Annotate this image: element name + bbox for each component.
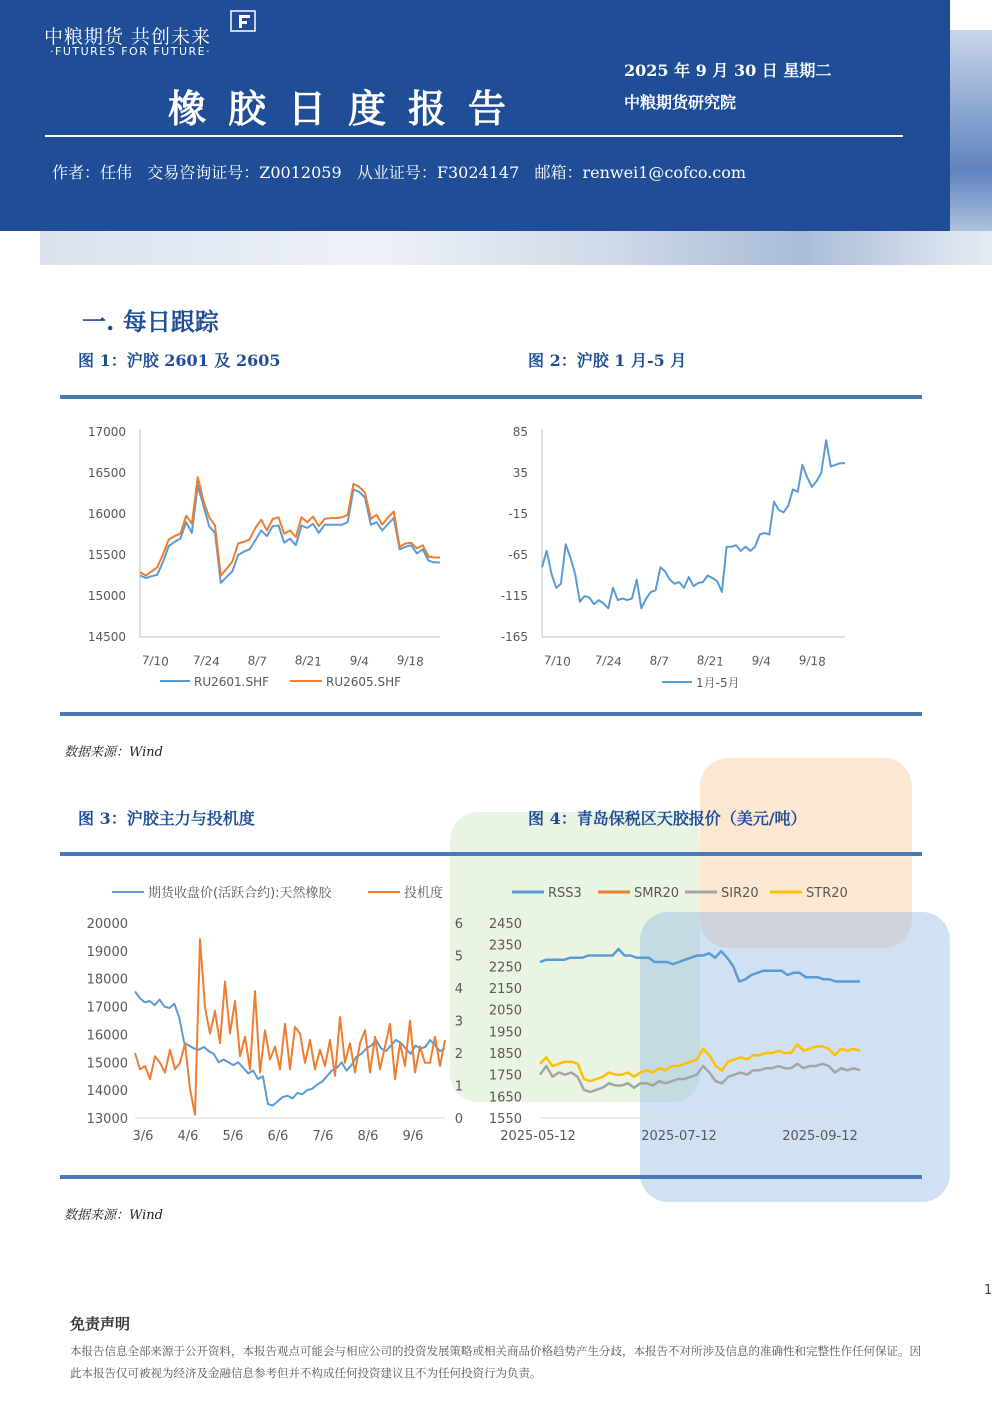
y-tick-label: 2450 bbox=[488, 917, 522, 932]
y-tick-label: 16500 bbox=[87, 466, 126, 480]
series-str20-line bbox=[540, 1044, 860, 1081]
x-tick-label: 7/24 bbox=[192, 653, 221, 669]
y-right-tick-label: 5 bbox=[454, 949, 463, 965]
y-tick-label: 14500 bbox=[87, 630, 126, 644]
y-right-tick-label: 6 bbox=[454, 917, 463, 932]
data-source-2: 数据来源：Wind bbox=[64, 1208, 163, 1223]
y-right-tick-label: 2 bbox=[454, 1047, 463, 1062]
y-left-tick-label: 15000 bbox=[86, 1056, 128, 1072]
x-tick-label: 7/6 bbox=[312, 1129, 334, 1144]
legend-smr20-label: SMR20 bbox=[634, 886, 680, 901]
y-left-tick-label: 14000 bbox=[86, 1084, 128, 1100]
chart-main-contract-speculation bbox=[60, 870, 463, 1160]
y-right-tick-label: 1 bbox=[454, 1079, 463, 1095]
x-tick-label: 8/21 bbox=[696, 653, 725, 669]
logo-text-en: ·FUTURES FOR FUTURE· bbox=[50, 45, 212, 58]
page-number: 1 bbox=[984, 1283, 992, 1298]
x-tick-label: 5/6 bbox=[222, 1129, 244, 1144]
x-tick-label: 8/21 bbox=[294, 653, 323, 669]
y-tick-label: 1850 bbox=[488, 1047, 522, 1062]
x-tick-label: 9/18 bbox=[798, 653, 827, 669]
y-tick-label: 15500 bbox=[87, 548, 126, 562]
report-header bbox=[0, 0, 950, 231]
series-ru2601-line bbox=[140, 485, 440, 583]
y-right-tick-label: 3 bbox=[454, 1014, 463, 1030]
y-left-tick-label: 17000 bbox=[86, 1000, 128, 1016]
legend-sir20-label: SIR20 bbox=[721, 886, 759, 901]
x-tick-label: 2025-07-12 bbox=[641, 1129, 717, 1144]
logo-icon bbox=[230, 10, 256, 32]
y-tick-label: 1550 bbox=[488, 1112, 522, 1127]
y-tick-label: 1750 bbox=[488, 1068, 522, 1084]
x-tick-label: 9/6 bbox=[402, 1129, 424, 1144]
y-tick-label: 15000 bbox=[87, 589, 126, 603]
disclaimer-title: 免责声明 bbox=[70, 1315, 131, 1333]
data-source-1: 数据来源：Wind bbox=[64, 745, 163, 760]
y-left-tick-label: 18000 bbox=[86, 972, 128, 988]
x-tick-label: 8/6 bbox=[357, 1129, 379, 1144]
y-tick-label: 2250 bbox=[488, 960, 522, 976]
figure-row-1-top-bar bbox=[60, 395, 922, 399]
author-line: 作者：任伟 交易咨询证号：Z0012059 从业证号：F3024147 邮箱：renwei1@cofco.com bbox=[52, 163, 747, 182]
x-tick-label: 8/7 bbox=[649, 653, 670, 669]
y-right-tick-label: 0 bbox=[454, 1112, 463, 1127]
y-left-tick-label: 13000 bbox=[86, 1112, 128, 1127]
legend-ru2601-label: RU2601.SHF bbox=[194, 675, 270, 689]
x-tick-label: 8/7 bbox=[247, 653, 268, 669]
y-left-tick-label: 16000 bbox=[86, 1028, 128, 1044]
header-side-decoration bbox=[950, 30, 992, 265]
y-tick-label: 2050 bbox=[488, 1003, 522, 1019]
x-tick-label: 9/4 bbox=[751, 653, 772, 669]
legend-speculation-label: 投机度 bbox=[404, 886, 444, 901]
legend-close-price-label: 期货收盘价(活跃合约):天然橡胶 bbox=[148, 886, 332, 901]
series-rss3-line bbox=[540, 949, 860, 982]
y-left-tick-label: 19000 bbox=[86, 944, 128, 960]
x-tick-label: 9/18 bbox=[396, 653, 425, 669]
legend-ru2605-label: RU2605.SHF bbox=[326, 675, 402, 689]
report-title: 橡胶日度报告 bbox=[168, 86, 529, 131]
figure-4-title: 图 4：青岛保税区天胶报价（美元/吨） bbox=[528, 809, 807, 828]
x-tick-label: 9/4 bbox=[349, 653, 370, 669]
x-tick-label: 7/10 bbox=[141, 653, 170, 669]
y-tick-label: 35 bbox=[512, 466, 528, 480]
figure-row-2-bottom-bar bbox=[60, 1175, 922, 1179]
y-tick-label: 1650 bbox=[488, 1090, 522, 1106]
x-tick-label: 7/10 bbox=[543, 653, 572, 669]
institute-name: 中粮期货研究院 bbox=[624, 93, 737, 112]
legend-rss3-label: RSS3 bbox=[548, 886, 582, 901]
header-decoration-strip bbox=[40, 231, 992, 265]
y-tick-label: 17000 bbox=[87, 425, 126, 439]
figure-row-2-top-bar bbox=[60, 852, 922, 856]
legend-jan-may-label: 1月-5月 bbox=[696, 676, 740, 690]
y-tick-label: 2350 bbox=[488, 938, 522, 954]
x-tick-label: 3/6 bbox=[132, 1129, 154, 1144]
x-tick-label: 6/6 bbox=[267, 1129, 289, 1144]
x-tick-label: 7/24 bbox=[594, 653, 623, 669]
y-tick-label: -65 bbox=[508, 548, 528, 562]
figure-2-title: 图 2：沪胶 1 月-5 月 bbox=[528, 351, 687, 370]
x-tick-label: 4/6 bbox=[177, 1129, 199, 1144]
y-tick-label: -15 bbox=[508, 507, 528, 521]
chart-jan-may-spread bbox=[490, 405, 910, 705]
y-tick-label: 2150 bbox=[488, 982, 522, 997]
x-tick-label: 2025-09-12 bbox=[782, 1129, 858, 1144]
chart-qingdao-bonded-prices bbox=[460, 870, 900, 1160]
disclaimer-text: 本报告信息全部来源于公开资料，本报告观点可能会与相应公司的投资发展策略或相关商品价格趋势产生分歧，本报告不对所涉及信息的准确性和完整性作任何保证。因此本报告仅可被视为经济及金融信息参考但并不构成任何投资建议且不为任何投资行为负责。 bbox=[70, 1344, 921, 1380]
y-tick-label: -165 bbox=[500, 630, 528, 644]
series-sir20-line bbox=[540, 1064, 860, 1092]
section-title: 一. 每日跟踪 bbox=[82, 307, 219, 336]
y-tick-label: -115 bbox=[500, 589, 528, 603]
chart-ru2601-ru2605 bbox=[60, 405, 480, 705]
logo-text-cn: 中粮期货 共创未来 bbox=[44, 26, 212, 48]
figure-row-1-bottom-bar bbox=[60, 712, 922, 716]
y-tick-label: 85 bbox=[512, 425, 528, 439]
figure-3-title: 图 3：沪胶主力与投机度 bbox=[78, 809, 255, 828]
y-right-tick-label: 4 bbox=[454, 982, 463, 997]
series-jan-may-line bbox=[542, 440, 845, 608]
y-left-tick-label: 20000 bbox=[86, 917, 128, 932]
figure-1-title: 图 1：沪胶 2601 及 2605 bbox=[78, 351, 281, 370]
y-tick-label: 16000 bbox=[87, 507, 126, 521]
y-tick-label: 1950 bbox=[488, 1025, 522, 1041]
report-date: 2025 年 9 月 30 日 星期二 bbox=[624, 61, 832, 80]
header-divider bbox=[45, 135, 903, 137]
x-tick-label: 2025-05-12 bbox=[500, 1129, 576, 1144]
legend-str20-label: STR20 bbox=[806, 886, 848, 901]
